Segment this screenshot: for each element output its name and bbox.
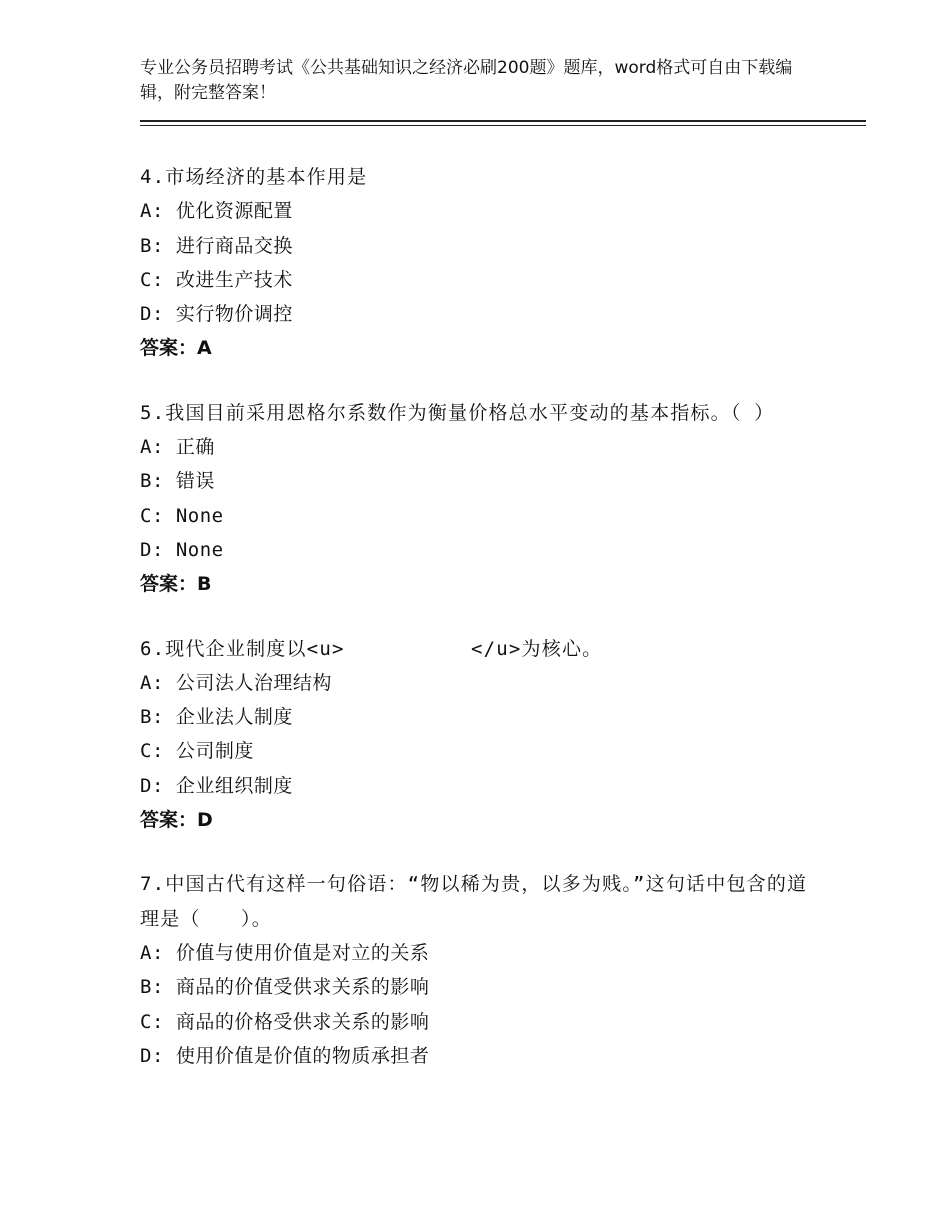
- question-text: 5.我国目前采用恩格尔系数作为衡量价格总水平变动的基本指标。（ ）: [140, 401, 775, 424]
- option-a: A: 价值与使用价值是对立的关系: [140, 941, 430, 964]
- option-d: D: 企业组织制度: [140, 774, 293, 797]
- question-list: [140, 160, 820, 1103]
- option-b: B: 商品的价值受供求关系的影响: [140, 976, 430, 999]
- option-d: D: 实行物价调控: [140, 303, 293, 326]
- question-5: [140, 396, 820, 602]
- option-d: D: 使用价值是价值的物质承担者: [140, 1044, 430, 1067]
- option-c: C: None: [140, 504, 224, 527]
- question-6: [140, 632, 820, 838]
- question-7: [140, 867, 820, 1073]
- option-b: B: 错误: [140, 470, 215, 493]
- option-c: C: 商品的价格受供求关系的影响: [140, 1010, 430, 1033]
- option-c: C: 公司制度: [140, 740, 254, 763]
- question-text: 7.中国古代有这样一句俗语：“物以稀为贵，以多为贱。”这句话中包含的道理是（ ）。: [140, 873, 808, 930]
- option-a: A: 正确: [140, 436, 215, 459]
- option-b: B: 进行商品交换: [140, 234, 293, 257]
- question-text: 6.现代企业制度以<u> </u>为核心。: [140, 637, 603, 660]
- option-c: C: 改进生产技术: [140, 268, 293, 291]
- answer-label: 答案：B: [140, 573, 212, 596]
- option-a: A: 优化资源配置: [140, 200, 293, 223]
- header-divider-thin: [140, 125, 866, 126]
- question-4: [140, 160, 820, 366]
- option-b: B: 企业法人制度: [140, 706, 293, 729]
- option-a: A: 公司法人治理结构: [140, 671, 332, 694]
- question-text: 4.市场经济的基本作用是: [140, 166, 368, 188]
- header-divider-thick: [140, 120, 866, 122]
- answer-label: 答案：A: [140, 337, 212, 360]
- document-header: 专业公务员招聘考试《公共基础知识之经济必刷200题》题库，word格式可自由下载编辑，附完整答案！: [140, 58, 793, 103]
- answer-label: 答案：D: [140, 809, 213, 832]
- option-d: D: None: [140, 538, 224, 561]
